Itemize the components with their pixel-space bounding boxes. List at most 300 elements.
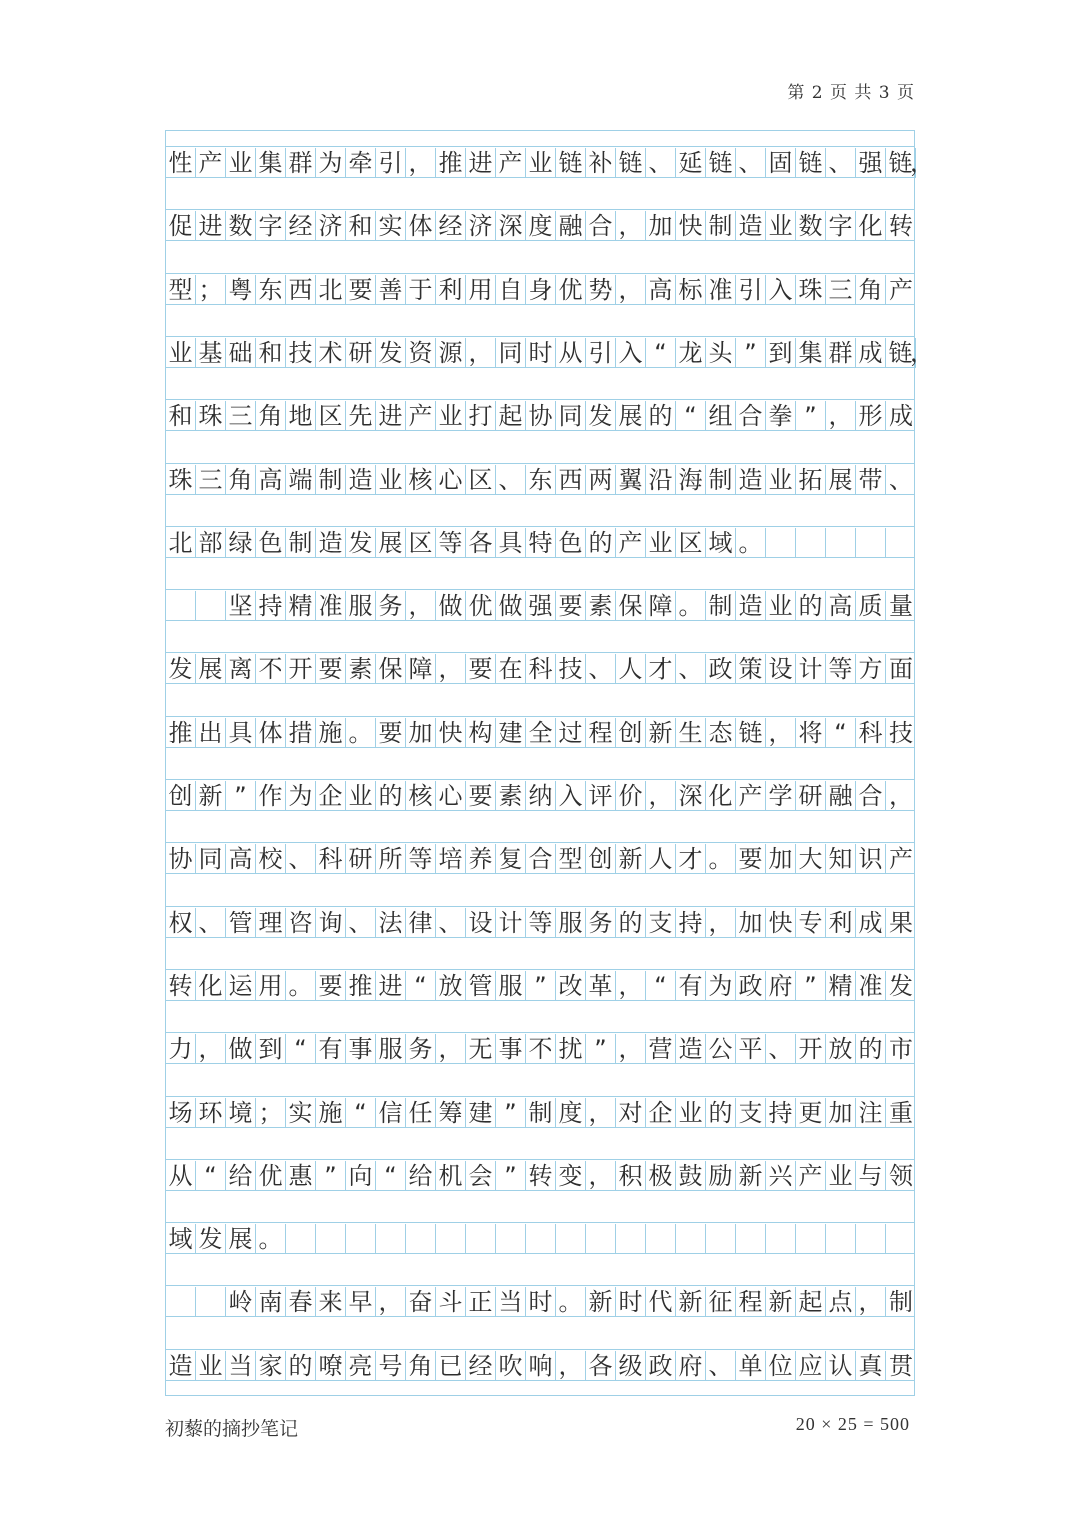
grid-cell: 服 [556,908,586,938]
grid-cell: 的 [616,908,646,938]
grid-row [166,194,914,257]
grid-cell: 的 [376,781,406,811]
grid-cell: 进 [376,401,406,431]
grid-cell: 来 [316,1287,346,1317]
grid-cell: 珠 [796,275,826,305]
grid-cell: 施 [316,1098,346,1128]
grid-cell: 不 [256,654,286,684]
grid-cell: 创 [166,781,196,811]
grid-cell: 加 [646,211,676,241]
grid-cell: 府 [766,971,796,1001]
grid-cell: 做 [226,1034,256,1064]
grid-cell [826,528,856,558]
grid-cell: 发 [196,1224,226,1254]
grid-cell: ， [646,781,676,811]
grid-cell: 有 [316,1034,346,1064]
grid-cell: 。 [286,971,316,1001]
grid-cell: 链 [616,148,646,178]
grid-cell: 优 [256,1161,286,1191]
grid-cell: ， [436,1034,466,1064]
grid-row [166,1144,914,1207]
grid-cell: 转 [889,212,913,241]
grid-cell: 研 [346,338,376,368]
grid-cell: 企 [646,1098,676,1128]
grid-cell: 识 [856,844,886,874]
grid-cell: 造 [736,465,766,495]
grid-cell: 构 [466,718,496,748]
grid-cell [286,1224,316,1254]
grid-cell: 革 [586,971,616,1001]
grid-row [166,827,914,890]
grid-cell: 、 [496,465,526,495]
grid-cell: 已 [436,1351,466,1381]
grid-cell: 展 [226,1224,256,1254]
grid-cell: 补 [586,148,616,178]
grid-cell: 拳 [766,401,796,431]
grid-cell [496,1224,526,1254]
grid-cell: 科 [316,844,346,874]
grid-cell: 服 [496,971,526,1001]
grid-row [166,131,934,194]
grid-cell: 惠 [286,1161,316,1191]
grid-cell: 奋 [406,1287,436,1317]
grid-cell: 重 [889,1098,913,1127]
grid-cell: 保 [376,654,406,684]
grid-cell: 区 [676,528,706,558]
grid-cell: 将 [796,718,826,748]
grid-cell: 人 [616,654,646,684]
grid-cell: 进 [466,148,496,178]
grid-cell: 从 [166,1161,196,1191]
grid-cell: 链 [706,148,736,178]
grid-cell: 。 [256,1224,286,1254]
grid-cell: 要 [316,971,346,1001]
grid-cell: 心 [436,465,466,495]
grid-cell: 加 [736,908,766,938]
grid-cell: 快 [676,211,706,241]
grid-cell: 业 [676,1098,706,1128]
grid-cell: 三 [826,275,856,305]
grid-cell: 龙 [676,338,706,368]
grid-cell: 建 [466,1098,496,1128]
grid-cell: 业 [766,465,796,495]
grid-cell: “ [646,338,676,368]
grid-cell: 、 [889,465,913,494]
grid-cell [466,1224,496,1254]
grid-cell: 链 [556,148,586,178]
grid-cell: 度 [526,211,556,241]
grid-cell [886,528,916,558]
grid-cell: 保 [616,591,646,621]
grid-cell: 经 [286,211,316,241]
grid-cell: 发 [889,971,913,1000]
grid-cell: 入 [766,275,796,305]
grid-cell: 利 [436,275,466,305]
grid-cell: 。 [706,844,736,874]
grid-cell: 引 [736,275,766,305]
grid-cell: 技 [889,718,913,747]
grid-cell: 更 [796,1098,826,1128]
grid-cell: 会 [466,1161,496,1191]
grid-cell: 、 [826,148,856,178]
grid-cell: 果 [889,908,913,937]
grid-cell [856,1224,886,1254]
grid-cell: 牵 [346,148,376,178]
grid-cell: 无 [466,1034,496,1064]
grid-cell: 经 [466,1351,496,1381]
grid-cell: 、 [286,844,316,874]
grid-cell: 准 [706,275,736,305]
grid-cell: 的 [706,1098,736,1128]
grid-cell: 加 [826,1098,856,1128]
grid-cell: 两 [586,465,616,495]
grid-cell: 政 [706,654,736,684]
grid-cell: 展 [376,528,406,558]
grid-cell: 合 [586,211,616,241]
grid-cell: 制 [706,591,736,621]
grid-cell: 要 [556,591,586,621]
grid-cell: 源 [436,338,466,368]
grid-cell: 固 [766,148,796,178]
grid-cell: 翼 [616,465,646,495]
grid-cell: 业 [196,1351,226,1381]
grid-cell: 要 [346,275,376,305]
grid-cell: 开 [286,654,316,684]
grid-cell: 业 [526,148,556,178]
grid-cell: 形 [856,401,886,431]
grid-cell [796,1224,826,1254]
grid-cell: 深 [496,211,526,241]
grid-cell: 障 [406,654,436,684]
grid-cell: 体 [256,718,286,748]
grid-cell: 境 [226,1098,256,1128]
grid-cell: 环 [196,1098,226,1128]
grid-cell: 西 [286,275,316,305]
grid-cell: 延 [676,148,706,178]
grid-cell: 化 [196,971,226,1001]
grid-cell [616,1224,646,1254]
grid-cell: 到 [766,338,796,368]
grid-cell: 和 [346,211,376,241]
page-number-label: 第 2 页 共 3 页 [787,83,915,103]
grid-cell: 市 [889,1035,913,1064]
grid-cell: 开 [796,1034,826,1064]
grid-cell: 给 [226,1161,256,1191]
grid-row [166,1017,914,1080]
grid-cell: 评 [586,781,616,811]
grid-cell: 。 [676,591,706,621]
grid-cell: 岭 [226,1287,256,1317]
grid-cell: 自 [496,275,526,305]
grid-cell: 当 [496,1287,526,1317]
grid-cell: 组 [706,401,736,431]
grid-cell: 粤 [226,275,256,305]
grid-cell: “ [826,718,856,748]
grid-cell: 高 [646,275,676,305]
grid-cell: 精 [826,971,856,1001]
grid-cell: 链 [736,718,766,748]
grid-cell: 措 [286,718,316,748]
grid-cell: 、 [766,1034,796,1064]
grid-cell: 才 [676,844,706,874]
grid-cell: 扰 [556,1034,586,1064]
grid-cell: 计 [496,908,526,938]
grid-cell: 转 [526,1161,556,1191]
grid-cell: 业 [376,465,406,495]
grid-cell: 东 [526,465,556,495]
grid-cell: 筹 [436,1098,466,1128]
grid-cell: 制 [889,1288,913,1317]
grid-cell: 加 [766,844,796,874]
grid-cell: 早 [346,1287,376,1317]
grid-cell: 等 [406,844,436,874]
grid-cell: 区 [466,465,496,495]
grid-cell: 发 [346,528,376,558]
grid-cell: 等 [526,908,556,938]
grid-cell: 业 [346,781,376,811]
grid-cell: 力 [166,1034,196,1064]
grid-cell [586,1224,616,1254]
grid-cell [856,528,886,558]
grid-cell: ， [616,1034,646,1064]
grid-cell: 合 [856,781,886,811]
grid-cell: ， [856,1287,886,1317]
grid-cell: 具 [496,528,526,558]
grid-cell: 化 [706,781,736,811]
grid-cell: 管 [226,908,256,938]
grid-cell: 心 [436,781,466,811]
grid-cell: 权 [166,908,196,938]
grid-cell: 亮 [346,1351,376,1381]
grid-cell: 研 [796,781,826,811]
grid-cell: 创 [616,718,646,748]
grid-cell: “ [346,1098,376,1128]
grid-cell: 西 [556,465,586,495]
grid-cell: 制 [706,465,736,495]
grid-cell: 设 [766,654,796,684]
grid-cell: 同 [556,401,586,431]
grid-cell: 海 [676,465,706,495]
grid-cell [436,1224,466,1254]
grid-cell: 利 [826,908,856,938]
grid-cell [196,1287,226,1317]
grid-cell: 优 [466,591,496,621]
grid-cell: 要 [466,781,496,811]
grid-cell: 机 [436,1161,466,1191]
grid-cell: 业 [766,591,796,621]
grid-cell: “ [286,1034,316,1064]
grid-cell: 集 [256,148,286,178]
grid-cell: ， [556,1351,586,1381]
grid-cell: 准 [316,591,346,621]
grid-cell: 量 [889,592,913,621]
grid-row [166,1334,914,1397]
grid-cell: 先 [346,401,376,431]
grid-cell: 高 [826,591,856,621]
grid-cell: 斗 [436,1287,466,1317]
grid-cell: 地 [286,401,316,431]
grid-cell: 端 [286,465,316,495]
grid-cell: 的 [856,1034,886,1064]
grid-cell: 、 [736,148,766,178]
grid-cell: 要 [316,654,346,684]
grid-cell: 、 [676,654,706,684]
grid-cell: 性 [166,148,196,178]
grid-cell: ” [226,781,256,811]
grid-cell: 产 [889,845,913,874]
grid-cell: ， [406,148,436,178]
grid-cell: 、 [196,908,226,938]
grid-cell: 培 [436,844,466,874]
grid-cell: 体 [406,211,436,241]
grid-cell: 高 [226,844,256,874]
grid-row [166,384,914,447]
grid-cell: 事 [496,1034,526,1064]
grid-cell: 等 [826,654,856,684]
grid-cell: 、 [346,908,376,938]
grid-cell: 引 [586,338,616,368]
grid-cell: 数 [226,211,256,241]
grid-cell: 制 [286,528,316,558]
grid-row [166,1207,914,1270]
grid-cell: 核 [406,465,436,495]
manuscript-grid [165,130,934,1396]
grid-row [166,321,934,384]
grid-cell: 深 [676,781,706,811]
grid-cell [166,1287,196,1317]
grid-cell: 带 [856,465,886,495]
grid-cell: 群 [826,338,856,368]
grid-row [166,954,914,1017]
grid-cell: 到 [256,1034,286,1064]
grid-cell: 合 [736,401,766,431]
grid-cell: 复 [496,844,526,874]
grid-cell: ， [766,718,796,748]
grid-cell: 作 [256,781,286,811]
grid-cell: 企 [316,781,346,811]
grid-cell: 科 [856,718,886,748]
grid-cell: 鼓 [676,1161,706,1191]
grid-cell: 造 [346,465,376,495]
grid-cell: 设 [466,908,496,938]
grid-cell: 出 [196,718,226,748]
grid-cell: 推 [436,148,466,178]
grid-cell: 协 [526,401,556,431]
grid-cell: 造 [736,591,766,621]
grid-cell [676,1224,706,1254]
grid-cell: 加 [406,718,436,748]
grid-cell: 链 [796,148,826,178]
grid-cell: 变 [556,1161,586,1191]
grid-cell: 善 [376,275,406,305]
grid-cell: 产 [196,148,226,178]
grid-cell [376,1224,406,1254]
grid-cell: 理 [256,908,286,938]
grid-cell: 进 [196,211,226,241]
grid-cell [526,1224,556,1254]
grid-cell: ” [796,401,826,431]
grid-cell: 产 [616,528,646,558]
grid-cell: 管 [466,971,496,1001]
grid-cell: 领 [889,1161,913,1190]
grid-cell: 链 [886,148,916,178]
grid-cell: “ [646,971,676,1001]
grid-cell: 角 [406,1351,436,1381]
grid-cell: 身 [526,275,556,305]
grid-row [166,511,914,574]
grid-cell: 正 [466,1287,496,1317]
grid-cell: 极 [646,1161,676,1191]
grid-cell: 入 [616,338,646,368]
grid-cell: 的 [646,401,676,431]
grid-cell: 为 [286,781,316,811]
grid-cell: 素 [496,781,526,811]
grid-cell: 业 [226,148,256,178]
grid-cell [826,1224,856,1254]
grid-cell: 任 [406,1098,436,1128]
grid-cell: 珠 [196,401,226,431]
grid-cell: 做 [436,591,466,621]
grid-cell [646,1224,676,1254]
grid-cell: 有 [676,971,706,1001]
grid-cell: ” [496,1098,526,1128]
grid-cell: 具 [226,718,256,748]
grid-cell: 要 [736,844,766,874]
grid-cell: 要 [376,718,406,748]
grid-cell: 离 [226,654,256,684]
grid-cell: 新 [586,1287,616,1317]
grid-cell: 务 [586,908,616,938]
grid-cell: 价 [616,781,646,811]
grid-cell: 特 [526,528,556,558]
grid-cell: 素 [586,591,616,621]
grid-cell: 字 [826,211,856,241]
grid-cell: 起 [496,401,526,431]
grid-cell: ” [736,338,766,368]
grid-cell: 业 [826,1161,856,1191]
grid-cell [796,528,826,558]
grid-cell: 拓 [796,465,826,495]
grid-cell: 技 [286,338,316,368]
grid-cell: 造 [166,1351,196,1381]
grid-cell: 发 [166,654,196,684]
grid-cell: 校 [256,844,286,874]
grid-cell: 当 [226,1351,256,1381]
grid-cell: 快 [436,718,466,748]
grid-cell: 养 [466,844,496,874]
grid-cell: 创 [586,844,616,874]
grid-cell: 促 [166,211,196,241]
grid-cell: 础 [226,338,256,368]
grid-cell: 区 [316,401,346,431]
grid-cell: 家 [256,1351,286,1381]
grid-cell: 和 [256,338,286,368]
grid-cell: 等 [436,528,466,558]
grid-cell: 信 [376,1098,406,1128]
grid-cell: 同 [496,338,526,368]
grid-cell: 对 [616,1098,646,1128]
grid-cell: 放 [436,971,466,1001]
grid-cell: 方 [856,654,886,684]
grid-cell: 链 [886,338,916,368]
grid-cell: 不 [526,1034,556,1064]
grid-cell: 律 [406,908,436,938]
grid-cell: 产 [496,148,526,178]
grid-cell: 时 [616,1287,646,1317]
grid-cell: 支 [736,1098,766,1128]
grid-cell: 面 [889,655,913,684]
grid-cell: 珠 [166,465,196,495]
